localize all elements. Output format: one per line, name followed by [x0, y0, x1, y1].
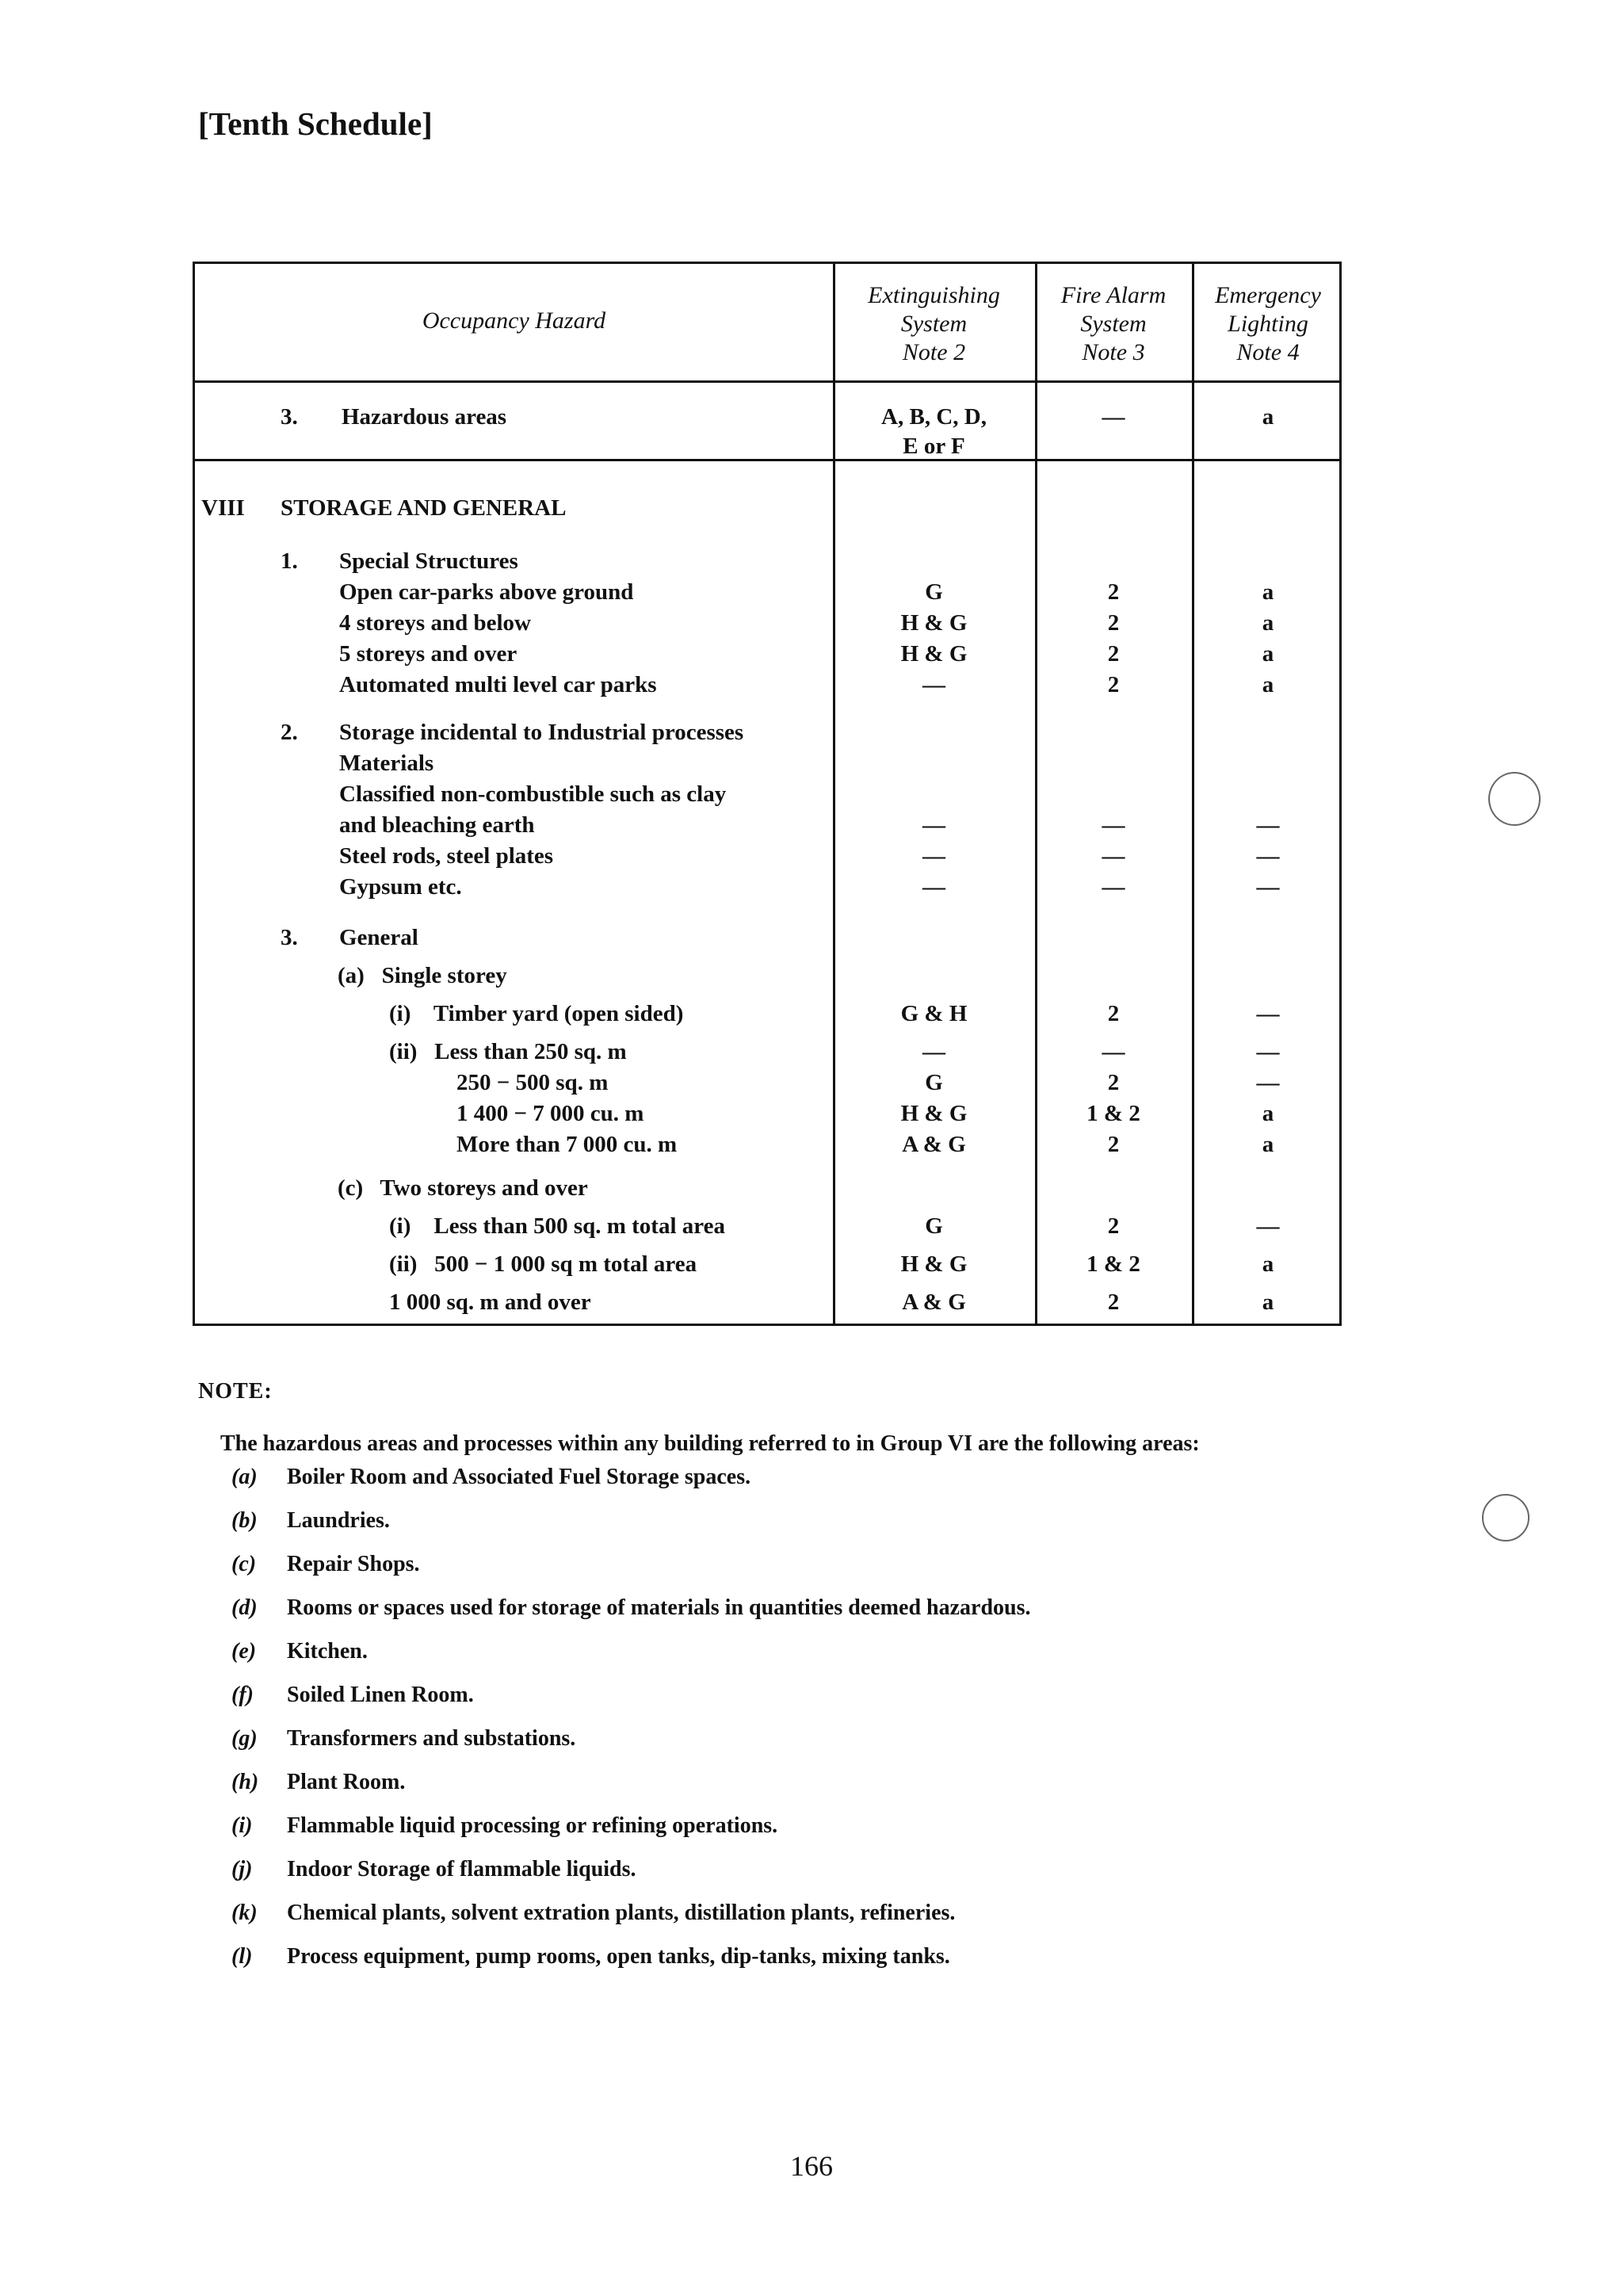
note-title: NOTE: [198, 1379, 273, 1404]
occupancy-description: General [339, 925, 418, 950]
occupancy-description: and bleaching earth [339, 812, 535, 838]
table-row [195, 607, 1344, 639]
fire-alarm-value: 2 [1107, 1001, 1120, 1026]
table-row [195, 871, 1344, 903]
table-row [195, 1067, 1344, 1098]
table-row [195, 960, 1344, 991]
fire-alarm-value: — [1102, 843, 1125, 869]
table-row [195, 430, 1344, 462]
extinguishing-value: G [925, 579, 943, 605]
note-item-text: Process equipment, pump rooms, open tanks, dip-tanks, mixing tanks. [287, 1944, 950, 1969]
page-number: 166 [790, 2150, 833, 2182]
extinguishing-value: A & G [902, 1289, 966, 1315]
note-item-label: (f) [231, 1683, 254, 1707]
occupancy-description: Hazardous areas [342, 404, 507, 430]
note-item-text: Kitchen. [287, 1639, 368, 1664]
emergency-lighting-value: — [1256, 1039, 1280, 1064]
occupancy-description: Open car-parks above ground [339, 579, 634, 605]
note-item-text: Flammable liquid processing or refining operations. [287, 1813, 778, 1838]
note-list-item [231, 1944, 950, 1969]
fire-alarm-value: 2 [1107, 610, 1120, 636]
emergency-lighting-value: a [1262, 1251, 1274, 1277]
note-item-label: (d) [231, 1595, 258, 1620]
extinguishing-value: H & G [900, 641, 968, 667]
note-item-text: Plant Room. [287, 1770, 406, 1794]
note-list-item [231, 1683, 474, 1708]
note-list-item [231, 1552, 420, 1577]
emergency-lighting-value: — [1256, 843, 1280, 869]
note-item-text: Transformers and substations. [287, 1726, 576, 1751]
page-heading: [Tenth Schedule] [198, 105, 433, 142]
emergency-lighting-value: a [1262, 404, 1274, 430]
punch-hole-mark [1482, 1494, 1529, 1541]
note-list-item [231, 1508, 390, 1534]
extinguishing-value: — [922, 812, 945, 838]
extinguishing-value: — [922, 1039, 945, 1064]
note-item-label: (e) [231, 1639, 257, 1664]
table-row [195, 1286, 1344, 1318]
occupancy-description: 250 − 500 sq. m [456, 1070, 609, 1095]
note-item-label: (c) [231, 1552, 257, 1576]
row-item-number: 1. [281, 548, 298, 574]
extinguishing-value: H & G [900, 610, 968, 636]
occupancy-description: (ii) Less than 250 sq. m [389, 1039, 627, 1064]
note-item-label: (b) [231, 1508, 258, 1533]
extinguishing-value: G [925, 1070, 943, 1095]
extinguishing-value: A & G [902, 1132, 966, 1157]
table-row [195, 492, 1344, 524]
emergency-lighting-value: a [1262, 1132, 1274, 1157]
hazard-table [193, 262, 1342, 1326]
occupancy-description: (a) Single storey [338, 963, 507, 988]
fire-alarm-value: 2 [1107, 672, 1120, 697]
row-item-number: 3. [281, 925, 298, 950]
note-list-item [231, 1857, 636, 1882]
emergency-lighting-value: a [1262, 1101, 1274, 1126]
extinguishing-value: — [922, 672, 945, 697]
note-list-item [231, 1901, 955, 1926]
occupancy-description: Automated multi level car parks [339, 672, 657, 697]
extinguishing-value: G [925, 1213, 943, 1239]
note-item-text: Chemical plants, solvent extration plants, distillation plants, refineries. [287, 1901, 956, 1925]
table-row [195, 809, 1344, 841]
emergency-lighting-value: a [1262, 579, 1274, 605]
emergency-lighting-value: — [1256, 1213, 1280, 1239]
table-row [195, 1129, 1344, 1160]
fire-alarm-value: 2 [1107, 1070, 1120, 1095]
extinguishing-value: — [922, 843, 945, 869]
note-list-item [231, 1465, 750, 1490]
fire-alarm-value: — [1102, 404, 1125, 430]
occupancy-description: Materials [339, 751, 434, 776]
table-row [195, 922, 1344, 953]
note-item-text: Rooms or spaces used for storage of materials in quantities deemed hazardous. [287, 1595, 1031, 1620]
extinguishing-value: H & G [900, 1251, 968, 1277]
note-item-text: Laundries. [287, 1508, 390, 1533]
table-row [195, 1036, 1344, 1068]
occupancy-description: 1 000 sq. m and over [389, 1289, 591, 1315]
note-item-text: Repair Shops. [287, 1552, 420, 1576]
extinguishing-value: A, B, C, D, [881, 404, 987, 430]
table-row [195, 669, 1344, 701]
occupancy-description: Steel rods, steel plates [339, 843, 554, 869]
header-divider [195, 380, 1339, 383]
note-list-item [231, 1770, 405, 1795]
note-item-text: Soiled Linen Room. [287, 1683, 474, 1707]
fire-alarm-value: 1 & 2 [1086, 1251, 1140, 1277]
fire-alarm-value: — [1102, 812, 1125, 838]
header-fire-alarm-system: Fire Alarm System Note 3 [1060, 282, 1167, 365]
emergency-lighting-value: a [1262, 641, 1274, 667]
table-row [195, 1098, 1344, 1129]
occupancy-description: Gypsum etc. [339, 874, 462, 900]
fire-alarm-value: 2 [1107, 1289, 1120, 1315]
fire-alarm-value: 1 & 2 [1086, 1101, 1140, 1126]
header-occupancy-hazard: Occupancy Hazard [422, 308, 606, 334]
emergency-lighting-value: — [1256, 1001, 1280, 1026]
table-row [195, 1172, 1344, 1204]
note-item-label: (l) [231, 1944, 253, 1969]
punch-hole-mark [1488, 772, 1541, 826]
table-row [195, 401, 1344, 433]
note-list-item [231, 1639, 368, 1664]
occupancy-description: More than 7 000 cu. m [456, 1132, 678, 1157]
table-row [195, 840, 1344, 872]
occupancy-description: 4 storeys and below [339, 610, 531, 636]
header-emergency-lighting: Emergency Lighting Note 4 [1215, 282, 1321, 365]
fire-alarm-value: 2 [1107, 1213, 1120, 1239]
table-row [195, 1210, 1344, 1242]
note-item-label: (k) [231, 1901, 258, 1925]
header-extinguishing-system: Extinguishing System Note 2 [868, 282, 1000, 365]
note-item-text: Boiler Room and Associated Fuel Storage spaces. [287, 1465, 751, 1489]
row-group-number: VIII [201, 495, 245, 521]
fire-alarm-value: 2 [1107, 1132, 1120, 1157]
occupancy-description: (c) Two storeys and over [338, 1175, 588, 1201]
extinguishing-value: — [922, 874, 945, 900]
occupancy-description: (ii) 500 − 1 000 sq m total area [389, 1251, 697, 1277]
emergency-lighting-value: a [1262, 610, 1274, 636]
note-item-label: (i) [231, 1813, 253, 1838]
occupancy-description: STORAGE AND GENERAL [281, 495, 567, 521]
fire-alarm-value: 2 [1107, 579, 1120, 605]
occupancy-description: (i) Less than 500 sq. m total area [389, 1213, 725, 1239]
occupancy-description: 5 storeys and over [339, 641, 517, 667]
emergency-lighting-value: — [1256, 1070, 1280, 1095]
note-item-label: (a) [231, 1465, 258, 1489]
note-item-label: (g) [231, 1726, 258, 1751]
row-item-number: 2. [281, 720, 298, 745]
row-item-number: 3. [281, 404, 298, 430]
emergency-lighting-value: — [1256, 812, 1280, 838]
note-item-label: (j) [231, 1857, 253, 1881]
occupancy-description: (i) Timber yard (open sided) [389, 1001, 684, 1026]
emergency-lighting-value: a [1262, 672, 1274, 697]
table-row [195, 998, 1344, 1030]
table-row [195, 545, 1344, 577]
table-row [195, 638, 1344, 670]
emergency-lighting-value: a [1262, 1289, 1274, 1315]
note-intro: The hazardous areas and processes within any building referred to in Group VI are the following areas: [220, 1431, 1200, 1456]
note-list-item [231, 1595, 1030, 1621]
note-list-item [231, 1813, 777, 1839]
table-row [195, 716, 1344, 748]
fire-alarm-value: 2 [1107, 641, 1120, 667]
table-row [195, 747, 1344, 779]
table-row [195, 576, 1344, 608]
table-row [195, 1248, 1344, 1280]
note-item-label: (h) [231, 1770, 259, 1794]
note-list-item [231, 1726, 575, 1752]
extinguishing-value: E or F [903, 434, 965, 459]
occupancy-description: 1 400 − 7 000 cu. m [456, 1101, 644, 1126]
note-item-text: Indoor Storage of flammable liquids. [287, 1857, 636, 1881]
extinguishing-value: G & H [900, 1001, 968, 1026]
fire-alarm-value: — [1102, 1039, 1125, 1064]
emergency-lighting-value: — [1256, 874, 1280, 900]
occupancy-description: Special Structures [339, 548, 518, 574]
occupancy-description: Storage incidental to Industrial processes [339, 720, 744, 745]
occupancy-description: Classified non-combustible such as clay [339, 781, 727, 807]
table-row [195, 778, 1344, 810]
fire-alarm-value: — [1102, 874, 1125, 900]
extinguishing-value: H & G [900, 1101, 968, 1126]
